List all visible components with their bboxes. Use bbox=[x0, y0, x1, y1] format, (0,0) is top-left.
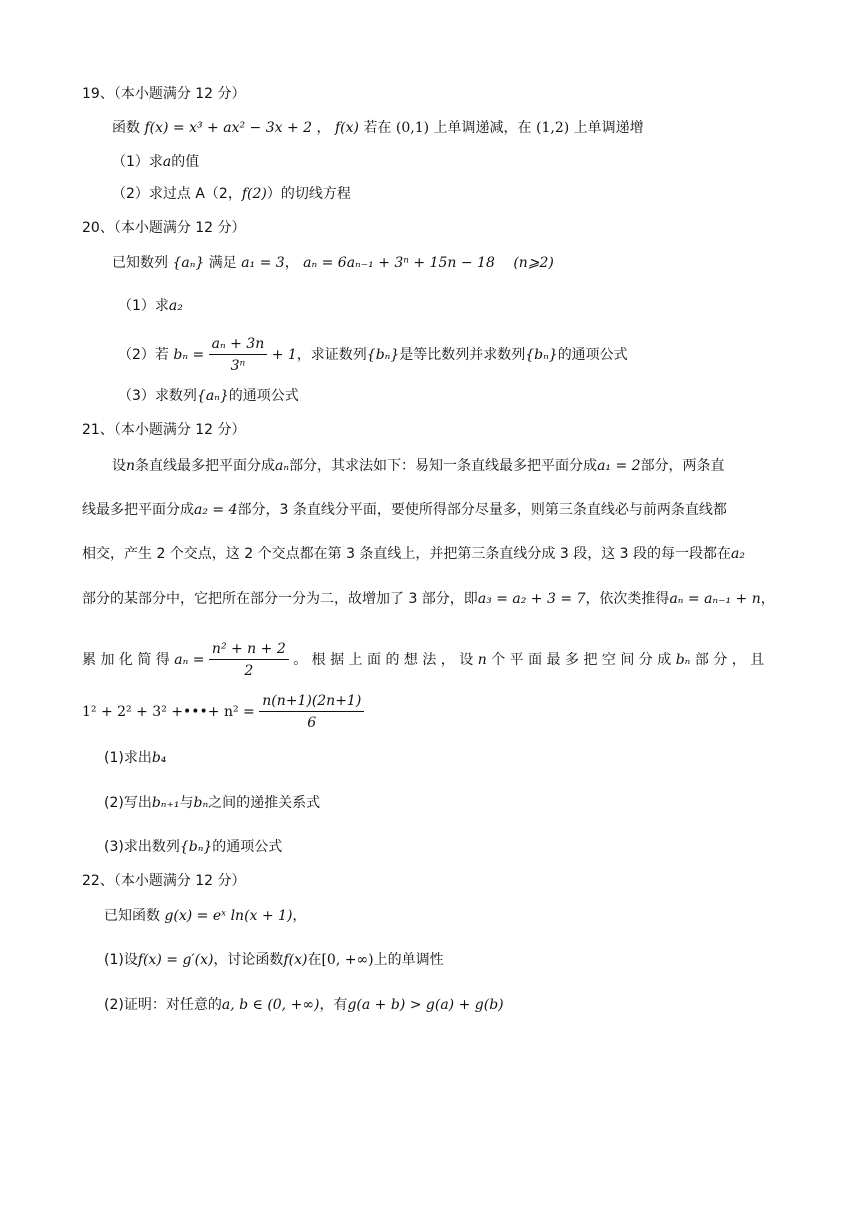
q19-stem-text-f: 上单调递增 bbox=[573, 120, 644, 136]
q21-part-1-label: (1)求出 bbox=[104, 750, 152, 766]
q21-l1-a: 设 bbox=[112, 458, 126, 474]
q20-part-3-seq: {aₙ} bbox=[196, 388, 229, 404]
q19-fx: f(x) bbox=[334, 120, 359, 136]
q20-part-2 bbox=[118, 333, 628, 377]
q21-part-3-seq: {bₙ} bbox=[179, 839, 213, 855]
q19-part-2-label: （2）求过点 A（2， bbox=[112, 186, 242, 202]
q22-stem-a: 已知函数 bbox=[104, 908, 160, 924]
q21-l5-d: 部 分 ， 且 bbox=[694, 652, 765, 668]
q21-l1-c: 部分，其求法如下：易知一条直线最多把平面分成 bbox=[289, 458, 598, 474]
q21-l5-an: aₙ = bbox=[174, 652, 205, 668]
q21-part-2 bbox=[104, 793, 320, 813]
q21-l3-a: 相交，产生 2 个交点，这 2 个交点都在第 3 条直线上，并把第三条直线分成 3 段，这 3 段的每一段都在 bbox=[82, 546, 732, 562]
q21-an-fraction-numerator: n² + n + 2 bbox=[209, 640, 289, 660]
q21-sum-fraction-numerator: n(n+1)(2n+1) bbox=[259, 692, 364, 712]
q20-condition: (n⩾2) bbox=[513, 255, 554, 271]
q21-l1-b: 条直线最多把平面分成 bbox=[135, 458, 276, 474]
q19-part-2 bbox=[112, 184, 351, 204]
q22-part-2-b: ，有 bbox=[319, 997, 348, 1013]
q21-line-3 bbox=[82, 544, 745, 564]
q19-interval-2: (1,2) bbox=[536, 120, 570, 136]
q22-ab-domain: a, b ∈ (0, +∞) bbox=[221, 997, 320, 1013]
q21-l1-an: aₙ bbox=[275, 458, 290, 474]
q21-sum-squares: 1² + 2² + 3² +•••+ n² = bbox=[82, 704, 255, 720]
q19-function-formula: f(x) = x³ + ax² − 3x + 2 bbox=[144, 120, 313, 136]
q22-interval: [0, +∞) bbox=[321, 952, 374, 968]
q21-l1-a1: a₁ = 2 bbox=[597, 458, 641, 474]
q19-part-2-end: ）的切线方程 bbox=[266, 186, 351, 202]
q20-stem-text-d: ， bbox=[284, 255, 299, 271]
q19-stem bbox=[112, 118, 644, 138]
q19-part-2-f: f(2) bbox=[241, 186, 267, 202]
q21-l5-a: 累 加 化 简 得 bbox=[82, 652, 170, 668]
q21-line-2 bbox=[82, 500, 727, 520]
q20-stem-text-b: 满足 bbox=[208, 255, 237, 271]
q20-a1: a₁ = 3 bbox=[241, 255, 285, 271]
q20-fraction-numerator: aₙ + 3n bbox=[209, 335, 268, 355]
q19-interval-1: (0,1) bbox=[395, 120, 430, 136]
q19-stem-text-d: 若在 bbox=[363, 120, 392, 136]
q21-l1-n: n bbox=[126, 458, 136, 474]
q21-l1-d: 部分，两条直 bbox=[640, 458, 725, 474]
q22-header: 22、（本小题满分 12 分） bbox=[82, 873, 246, 889]
q21-part-3 bbox=[104, 837, 282, 857]
q21-part-1-var: b₄ bbox=[151, 750, 167, 766]
q20-part-2-text-c: 是等比数列并求数列 bbox=[399, 347, 526, 363]
q22-g-def: g(x) = eˣ ln(x + 1) bbox=[164, 908, 293, 924]
q21-part-1 bbox=[104, 748, 166, 768]
q21-l5-bn: bₙ bbox=[675, 652, 691, 668]
q20-stem-text-a: 已知数列 bbox=[112, 255, 168, 271]
q21-l4-c: ， bbox=[760, 591, 775, 607]
q21-header: 21、（本小题满分 12 分） bbox=[82, 422, 246, 438]
q19-part-1-label: （1）求 bbox=[112, 154, 163, 170]
q22-stem-b: ， bbox=[292, 908, 307, 924]
q22-part-1-d: 上的单调性 bbox=[373, 952, 444, 968]
q21-line-5 bbox=[82, 638, 764, 682]
q22-inequality: g(a + b) > g(a) + g(b) bbox=[347, 997, 504, 1013]
q20-stem bbox=[112, 253, 554, 273]
q21-an-fraction-denominator: 2 bbox=[244, 663, 254, 679]
q22-part-1-c: 在 bbox=[307, 952, 322, 968]
q21-line-4 bbox=[82, 589, 775, 609]
q20-part-2-label: （2）若 bbox=[118, 347, 169, 363]
q20-part-3-label: （3）求数列 bbox=[118, 388, 197, 404]
q21-an-fraction bbox=[209, 640, 289, 680]
q21-sum-fraction-denominator: 6 bbox=[307, 715, 317, 731]
q21-l4-a: 部分的某部分中，它把所在部分一分为二，故增加了 3 部分，即 bbox=[82, 591, 478, 607]
q21-l2-a: 线最多把平面分成 bbox=[82, 502, 194, 518]
q21-part-2-end: 之间的递推关系式 bbox=[208, 795, 321, 811]
q20-recurrence: aₙ = 6aₙ₋₁ + 3ⁿ + 15n − 18 bbox=[303, 255, 495, 271]
q21-l4-a3: a₃ = a₂ + 3 = 7 bbox=[477, 591, 586, 607]
q22-part-1-label: (1)设 bbox=[104, 952, 138, 968]
q19-stem-text-e: 上单调递减，在 bbox=[433, 120, 532, 136]
q21-l3-a2: a₂ bbox=[731, 546, 746, 562]
q20-seq-b: {bₙ} bbox=[366, 347, 400, 363]
q21-part-3-label: (3)求出数列 bbox=[104, 839, 180, 855]
q21-part-2-label: (2)写出 bbox=[104, 795, 152, 811]
q21-l5-n: n bbox=[477, 652, 487, 668]
q20-bn-fraction bbox=[209, 335, 268, 375]
q21-l2-a2: a₂ = 4 bbox=[194, 502, 238, 518]
q20-plus-one: + 1 bbox=[271, 347, 297, 363]
q21-part-2-and: 与 bbox=[179, 795, 194, 811]
q20-part-3-end: 的通项公式 bbox=[228, 388, 299, 404]
q20-fraction-denominator: 3ⁿ bbox=[230, 358, 246, 374]
q20-header: 20、（本小题满分 12 分） bbox=[82, 220, 246, 236]
q22-f-def: f(x) = g′(x) bbox=[137, 952, 214, 968]
q22-part-1-fx: f(x) bbox=[283, 952, 308, 968]
q19-part-1-var: a bbox=[162, 154, 172, 170]
q19-stem-text-a: 函数 bbox=[112, 120, 140, 136]
q20-part-1-var: a₂ bbox=[168, 298, 183, 314]
q21-part-2-bn: bₙ bbox=[193, 795, 209, 811]
q20-part-1-label: （1）求 bbox=[118, 298, 169, 314]
q20-part-1 bbox=[118, 296, 183, 316]
q21-part-3-end: 的通项公式 bbox=[212, 839, 283, 855]
q21-l4-b: ，依次类推得 bbox=[585, 591, 670, 607]
q21-sum-fraction bbox=[259, 692, 364, 732]
q20-part-2-text-d: 的通项公式 bbox=[557, 347, 628, 363]
q21-l5-b: 。 根 据 上 面 的 想 法 ， 设 bbox=[293, 652, 474, 668]
q19-stem-text-b: ， bbox=[316, 120, 331, 136]
q21-part-2-bn1: bₙ₊₁ bbox=[151, 795, 180, 811]
q22-part-2-label: (2)证明：对任意的 bbox=[104, 997, 222, 1013]
q19-part-1 bbox=[112, 152, 199, 172]
q19-part-1-end: 的值 bbox=[171, 154, 200, 170]
q20-part-3 bbox=[118, 386, 299, 406]
q21-l4-an: aₙ = aₙ₋₁ + n bbox=[669, 591, 761, 607]
q20-bn-def: bₙ = bbox=[173, 347, 205, 363]
q20-seq-a: {aₙ} bbox=[172, 255, 205, 271]
q22-part-1 bbox=[104, 950, 444, 970]
q21-line-1 bbox=[112, 456, 725, 476]
q21-line-6 bbox=[82, 690, 364, 734]
q21-l5-c: 个 平 面 最 多 把 空 间 分 成 bbox=[491, 652, 672, 668]
q19-header: 19、（本小题满分 12 分） bbox=[82, 86, 246, 102]
q20-seq-b-2: {bₙ} bbox=[525, 347, 558, 363]
q21-l2-b: 部分，3 条直线分平面，要使所得部分尽量多，则第三条直线必与前两条直线都 bbox=[237, 502, 727, 518]
q20-part-2-text-b: ，求证数列 bbox=[296, 347, 367, 363]
q22-part-1-b: ，讨论函数 bbox=[213, 952, 284, 968]
q22-part-2 bbox=[104, 995, 504, 1015]
q22-stem bbox=[104, 906, 306, 926]
